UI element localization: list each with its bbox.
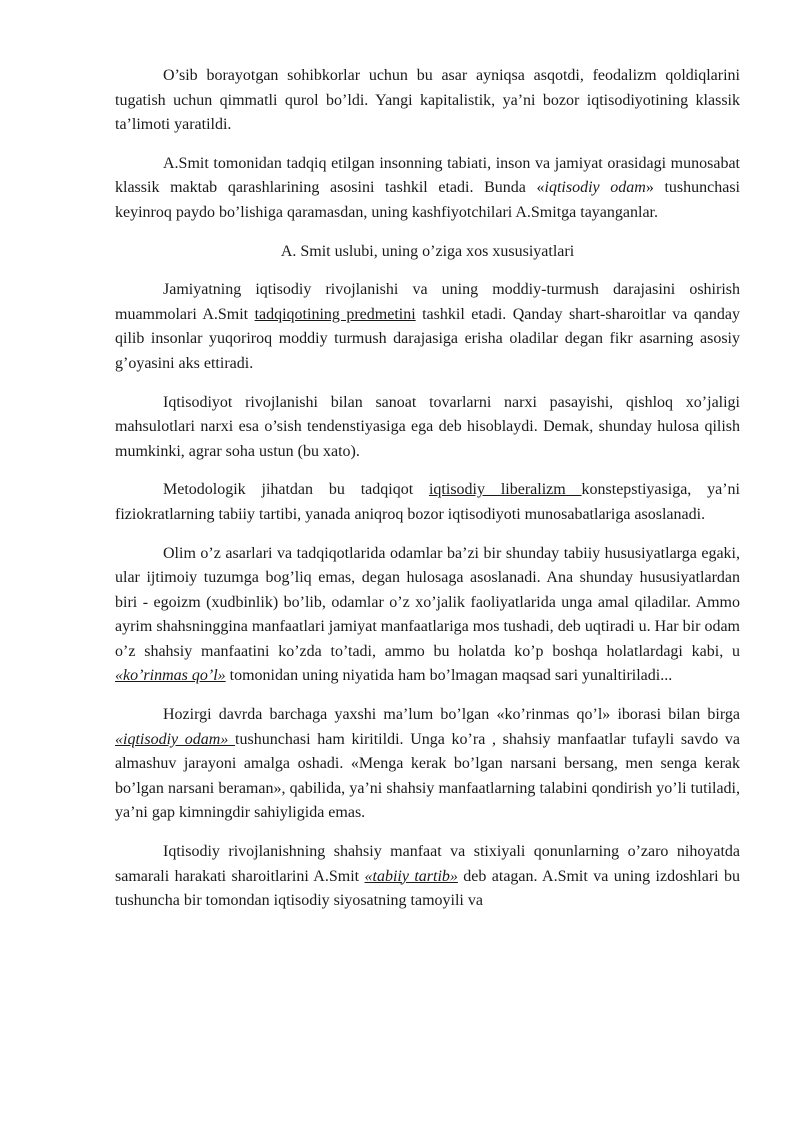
text-segment: » tushunchasi keyinroq paydo bo’lishiga qaramasdan, uning kashfiyotchilari A.Smitga tayanganlar. (115, 179, 740, 221)
paragraph-6 (115, 542, 740, 690)
text-segment: Iqtisodiy rivojlanishning shahsiy manfaat va stixiyali qonunlarning o’zaro nihoyatda samarali harakati sharoitlarini A.Smit (115, 843, 740, 885)
paragraph-5 (115, 478, 740, 527)
text-segment: Jamiyatning iqtisodiy rivojlanishi va uning moddiy-turmush darajasini oshirish muammolari A.Smit (115, 281, 740, 323)
text-segment: Hozirgi davrda barchaga yaxshi ma’lum bo’lgan «ko’rinmas qo’l» iborasi bilan birga (163, 706, 740, 724)
italic-term: iqtisodiy odam (544, 179, 646, 197)
section-heading (115, 240, 740, 265)
text-segment: tushunchasi ham kiritildi. Unga ko’ra , shahsiy manfaatlar tufayli savdo va almashuv jarayoni amalga oshadi. «Menga kerak bo’lgan narsani bersang, men senga kerak bo’lgan narsani beraman», qabilida, ya’ni shahsiy manfaatlarning talabini qondirish yo’li tutiladi, ya’ni gap kimningdir sahiyligida emas. (115, 730, 740, 822)
underlined-italic-term: «iqtisodiy odam» (115, 730, 236, 748)
text-segment: Iqtisodiyot rivojlanishi bilan sanoat tovarlarni narxi pasayishi, qishloq xo’jaligi mahsulotlari narxi esa o’sish tendenstiyasiga ega deb hisoblaydi. Demak, shunday hulosa qilish mumkinki, agrar soha ustun (bu xato). (115, 393, 740, 460)
text-segment: Metodologik jihatdan bu tadqiqot (163, 481, 429, 499)
text-segment: O’sib borayotgan sohibkorlar uchun bu asar ayniqsa asqotdi, feodalizm qoldiqlarini tugatish uchun qimmatli qurol bo’ldi. Yangi kapitalistik, ya’ni bozor iqtisodiyotining klassik ta’limoti yaratildi. (115, 67, 740, 134)
heading-text: A. Smit uslubi, uning o’ziga xos xususiyatlari (280, 242, 575, 260)
text-segment: deb atagan. A.Smit va uning izdoshlari bu tushuncha bir tomondan iqtisodiy siyosatning tamoyili va (115, 867, 741, 910)
paragraph-3 (115, 278, 740, 376)
underlined-italic-term: «ko’rinmas qo’l» (115, 667, 226, 685)
underlined-term: iqtisodiy liberalizm (428, 481, 582, 499)
text-segment: tashkil etadi. Qanday shart-sharoitlar va qanday qilib insonlar yuqoriroq moddiy turmush darajasiga erisha oladilar degan fikr asarning asosiy g’oyasini aks ettiradi. (115, 305, 741, 372)
underlined-term: tadqiqotining predmetini (254, 305, 416, 323)
text-segment: Olim o’z asarlari va tadqiqotlarida odamlar ba’zi bir shunday tabiiy hususiyatlarga egaki, ular ijtimoiy tuzumga bog’liq emas, degan hulosaga asoslanadi. Ana shunday hususiyatlardan biri - egoizm (xudbinlik) bo’lib, odamlar o’z xo’jalik faoliyatlarida unga amal qiladilar. Ammo ayrim shahsninggina manfaatlari jamiyat manfaatlariga mos tushadi, deb uqtiradi u. Har bir odam o’z shahsiy manfaatini ko’zda to’tadi, ammo bu holatda ko’p boshqa holatlardagi kabi, u (115, 544, 740, 660)
document-page (115, 64, 740, 928)
text-segment: konstepstiyasiga, ya’ni fiziokratlarning tabiiy tartibi, yanada aniqroq bozor iqtisodiyoti munosabatlariga asoslanadi. (115, 481, 741, 523)
text-segment: tomonidan uning niyatida ham bo’lmagan maqsad sari yunaltiriladi... (225, 667, 673, 685)
paragraph-1 (115, 64, 740, 138)
paragraph-8 (115, 840, 740, 914)
text-segment: A.Smit tomonidan tadqiq etilgan insonning tabiati, inson va jamiyat orasidagi munosabat klassik maktab qarashlarining asosini tashkil etadi. Bunda « (115, 154, 740, 197)
paragraph-7 (115, 703, 740, 826)
paragraph-4 (115, 391, 740, 465)
underlined-italic-term: «tabiiy tartib» (364, 867, 458, 885)
paragraph-2 (115, 152, 740, 226)
